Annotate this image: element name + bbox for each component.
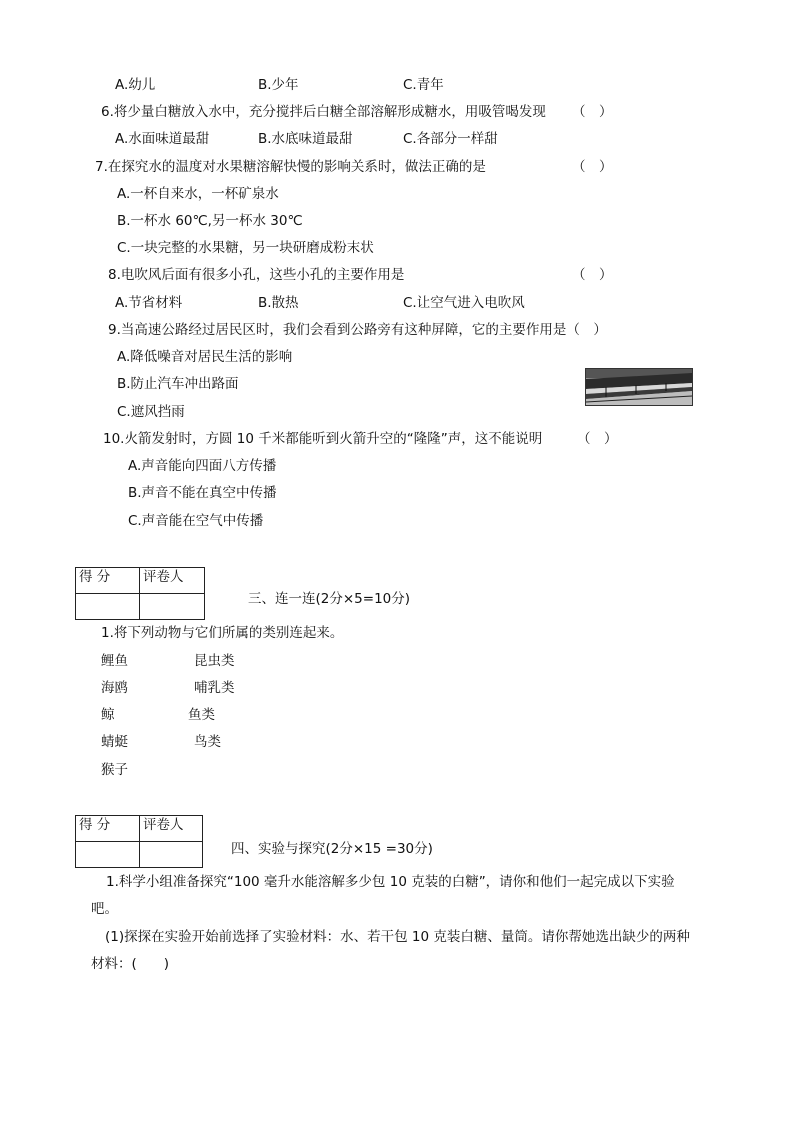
q7-option-c: C.一块完整的水果糖，另一块研磨成粉末状 [117,240,374,256]
q7-stem: 7.在探究水的温度对水果糖溶解快慢的影响关系时，做法正确的是 [95,159,486,175]
q5-option-c: C.青年 [403,77,444,93]
grader-header: 评卷人 [140,568,205,594]
q6-option-b: B.水底味道最甜 [258,131,353,147]
q9-option-c: C.遮风挡雨 [117,404,185,420]
section4-title: 四、实验与探究(2分×15 =30分) [231,841,433,857]
q10-stem: 10.火箭发射时，方圆 10 千米都能听到火箭升空的“隆隆”声，这不能说明 [103,431,543,447]
section3-title: 三、连一连(2分×5=10分) [248,591,411,607]
grader-cell[interactable] [140,594,205,620]
section3-score-table [75,567,205,620]
score-cell[interactable] [76,594,140,620]
q6-option-c: C.各部分一样甜 [403,131,498,147]
animal-item[interactable]: 海鸥 [101,680,128,696]
q6-answer-blank: （ ） [572,104,613,120]
q9-stem: 9.当高速公路经过居民区时，我们会看到公路旁有这种屏障，它的主要作用是（ ） [108,322,607,338]
animal-item[interactable]: 蜻蜓 [101,734,128,750]
section3-instruction: 1.将下列动物与它们所属的类别连起来。 [101,625,344,641]
q9-option-b: B.防止汽车冲出路面 [117,376,239,392]
section4-sub1-line2: 材料：( ) [91,956,170,972]
q8-option-b: B.散热 [258,295,299,311]
category-item[interactable]: 鱼类 [188,707,215,723]
section4-q1-line2: 吧。 [91,901,118,917]
q6-stem: 6.将少量白糖放入水中，充分搅拌后白糖全部溶解形成糖水，用吸管喝发现 [101,104,546,120]
q7-option-a: A.一杯自来水，一杯矿泉水 [117,186,279,202]
q10-option-b: B.声音不能在真空中传播 [128,485,277,501]
score-header: 得 分 [76,568,140,594]
q8-option-a: A.节省材料 [115,295,183,311]
q5-option-a: A.幼儿 [115,77,156,93]
q8-answer-blank: （ ） [572,267,613,283]
q9-option-a: A.降低噪音对居民生活的影响 [117,349,293,365]
q10-option-a: A.声音能向四面八方传播 [128,458,277,474]
q8-option-c: C.让空气进入电吹风 [403,295,525,311]
animal-item[interactable]: 鲸 [101,707,115,723]
category-item[interactable]: 鸟类 [194,734,221,750]
category-item[interactable]: 昆虫类 [194,653,235,669]
q10-option-c: C.声音能在空气中传播 [128,513,264,529]
section4-sub1-line1: (1)探探在实验开始前选择了实验材料：水、若干包 10 克装白糖、量筒。请你帮她选出缺少的两种 [105,929,690,945]
q8-stem: 8.电吹风后面有很多小孔，这些小孔的主要作用是 [108,267,405,283]
animal-item[interactable]: 鲤鱼 [101,653,128,669]
q7-option-b: B.一杯水 60℃,另一杯水 30℃ [117,213,303,229]
highway-barrier-image [586,369,692,405]
category-item[interactable]: 哺乳类 [194,680,235,696]
score-cell[interactable] [76,842,140,868]
q10-answer-blank: （ ） [577,431,618,447]
grader-cell[interactable] [140,842,203,868]
q6-option-a: A.水面味道最甜 [115,131,210,147]
noise-barrier-photo [585,368,693,406]
q5-option-b: B.少年 [258,77,299,93]
section4-score-table [75,815,203,868]
q7-answer-blank: （ ） [572,159,613,175]
animal-item[interactable]: 猴子 [101,762,128,778]
section4-q1-line1: 1.科学小组准备探究“100 毫升水能溶解多少包 10 克装的白糖”，请你和他们一起完成以下实验 [106,874,675,890]
score-header: 得 分 [76,816,140,842]
grader-header: 评卷人 [140,816,203,842]
